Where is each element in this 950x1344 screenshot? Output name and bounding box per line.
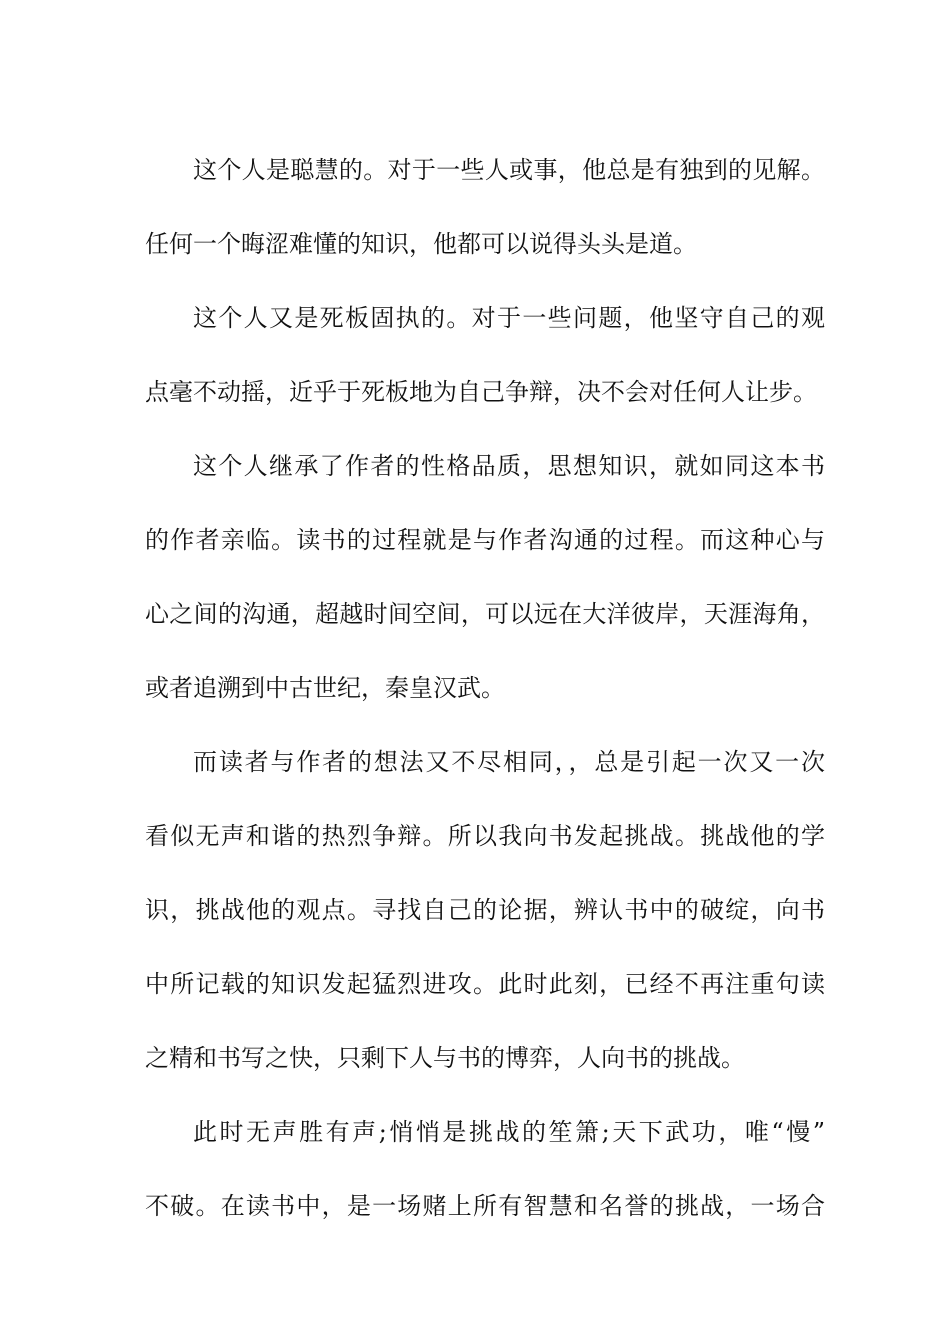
paragraph-5 xyxy=(145,1095,825,1243)
paragraph-line: 这个人又是死板固执的。对于一些问题，他坚守自己的观 xyxy=(193,304,825,332)
paragraph-1 xyxy=(145,133,825,281)
paragraph-line: 识，挑战他的观点。寻找自己的论据，辨认书中的破绽，向书 xyxy=(145,896,825,924)
paragraph-line: 心之间的沟通，超越时间空间，可以远在大洋彼岸，天涯海角， xyxy=(145,600,825,628)
body-text xyxy=(145,133,825,1243)
paragraph-line: 任何一个晦涩难懂的知识，他都可以说得头头是道。 xyxy=(145,230,697,258)
paragraph-line: 此时无声胜有声;悄悄是挑战的笙箫;天下武功，唯“慢” xyxy=(193,1118,825,1146)
paragraph-3 xyxy=(145,429,825,725)
paragraph-line: 中所记载的知识发起猛烈进攻。此时此刻，已经不再注重句读 xyxy=(145,970,825,998)
paragraph-line: 不破。在读书中，是一场赌上所有智慧和名誉的挑战，一场合 xyxy=(145,1192,825,1220)
paragraph-4 xyxy=(145,725,825,1095)
paragraph-2 xyxy=(145,281,825,429)
paragraph-line: 看似无声和谐的热烈争辩。所以我向书发起挑战。挑战他的学 xyxy=(145,822,825,850)
paragraph-line: 的作者亲临。读书的过程就是与作者沟通的过程。而这种心与 xyxy=(145,526,825,554)
paragraph-line: 点毫不动摇，近乎于死板地为自己争辩，决不会对任何人让步。 xyxy=(145,378,817,406)
paragraph-line: 或者追溯到中古世纪，秦皇汉武。 xyxy=(145,674,505,702)
paragraph-line: 这个人是聪慧的。对于一些人或事，他总是有独到的见解。 xyxy=(193,156,825,184)
paragraph-line: 而读者与作者的想法又不尽相同，，总是引起一次又一次 xyxy=(193,748,825,776)
paragraph-line: 这个人继承了作者的性格品质，思想知识，就如同这本书 xyxy=(193,452,825,480)
paragraph-line: 之精和书写之快，只剩下人与书的博弈，人向书的挑战。 xyxy=(145,1044,745,1072)
